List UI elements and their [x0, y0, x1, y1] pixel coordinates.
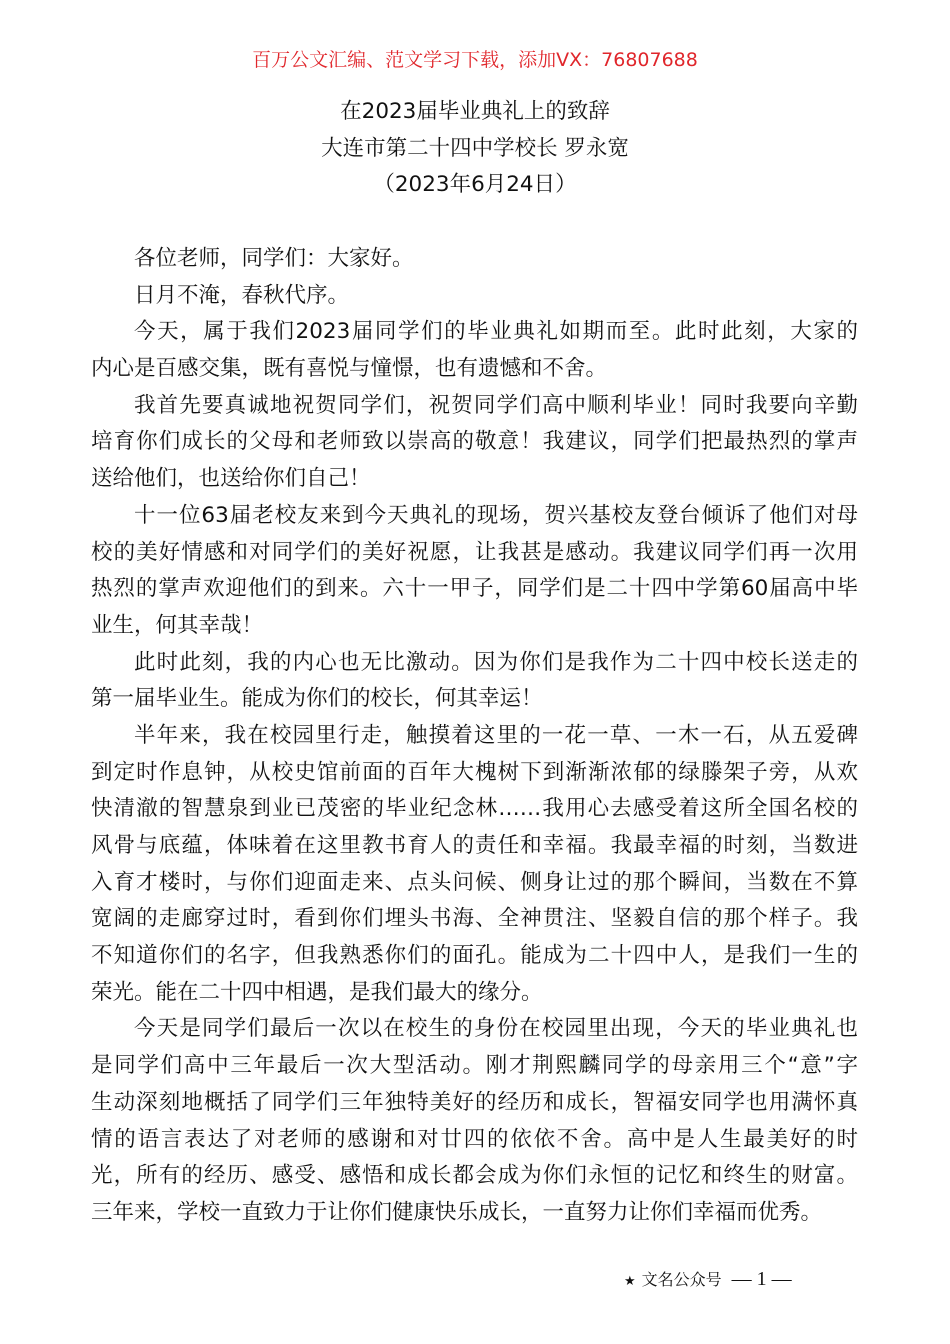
paragraph: [91, 388, 858, 498]
paragraph-line: 不知道你们的名字，但我熟悉你们的面孔。能成为二十四中人，是我们一生的: [91, 943, 858, 969]
paragraph-line: 今天是同学们最后一次以在校生的身份在校园里出现，今天的毕业典礼也: [134, 1016, 858, 1042]
paragraph: [91, 241, 858, 278]
watermark-banner: 百万公文汇编、范文学习下载，添加VX：76807688: [252, 49, 698, 71]
paragraph-line: 半年来，我在校园里行走，触摸着这里的一花一草、一木一石，从五爱碑: [134, 722, 858, 748]
paragraph: [91, 718, 858, 1012]
paragraph-line: 光，所有的经历、感受、感悟和成长都会成为你们永恒的记忆和终生的财富。: [91, 1163, 858, 1189]
paragraph-line: 日月不淹，春秋代序。: [134, 282, 350, 308]
paragraph-line: 内心是百感交集，既有喜悦与憧憬，也有遗憾和不舍。: [91, 356, 608, 382]
paragraph-line: 校的美好情感和对同学们的美好祝愿，让我甚是感动。我建议同学们再一次用: [91, 539, 858, 565]
paragraph: [91, 278, 858, 315]
paragraph: [91, 498, 858, 645]
speech-body: [91, 241, 858, 1232]
page-footer: [624, 1266, 792, 1295]
author-line: 大连市第二十四中学校长 罗永宽: [321, 136, 629, 161]
paragraph-line: 十一位63届老校友来到今天典礼的现场，贺兴基校友登台倾诉了他们对母: [134, 502, 858, 528]
paragraph: [91, 1011, 858, 1231]
paragraph-line: 生动深刻地概括了同学们三年独特美好的经历和成长，智福安同学也用满怀真: [91, 1089, 858, 1115]
footer-source: 文名公众号: [641, 1270, 722, 1289]
paragraph-line: 今天，属于我们2023届同学们的毕业典礼如期而至。此时此刻，大家的: [134, 319, 858, 345]
paragraph: [91, 645, 858, 718]
paragraph-line: 到定时作息钟，从校史馆前面的百年大槐树下到渐渐浓郁的绿滕架子旁，从欢: [91, 759, 858, 785]
paragraph-line: 送给他们，也送给你们自己！: [91, 466, 371, 492]
paragraph-line: 情的语言表达了对老师的感谢和对廿四的依依不舍。高中是人生最美好的时: [91, 1126, 858, 1152]
paragraph-line: 第一届毕业生。能成为你们的校长，何其幸运！: [91, 686, 543, 712]
document-title: 在2023届毕业典礼上的致辞: [340, 99, 610, 124]
paragraph-line: 入育才楼时，与你们迎面走来、点头问候、侧身让过的那个瞬间，当数在不算: [91, 869, 858, 895]
date-line: （2023年6月24日）: [373, 172, 577, 197]
paragraph-line: 培育你们成长的父母和老师致以崇高的敬意！我建议，同学们把最热烈的掌声: [91, 429, 858, 455]
paragraph: [91, 314, 858, 387]
paragraph-line: 我首先要真诚地祝贺同学们，祝贺同学们高中顺利毕业！同时我要向辛勤: [134, 392, 858, 418]
paragraph-line: 宽阔的走廊穿过时，看到你们埋头书海、全神贯注、坚毅自信的那个样子。我: [91, 906, 858, 932]
paragraph-line: 热烈的掌声欢迎他们的到来。六十一甲子，同学们是二十四中学第60届高中毕: [91, 576, 858, 602]
paragraph-line: 业生，何其幸哉！: [91, 612, 264, 638]
page-number: — 1 —: [731, 1268, 792, 1290]
paragraph-line: 此时此刻，我的内心也无比激动。因为你们是我作为二十四中校长送走的: [134, 649, 858, 675]
paragraph-line: 三年来，学校一直致力于让你们健康快乐成长，一直努力让你们幸福而优秀。: [91, 1199, 823, 1225]
paragraph-line: 是同学们高中三年最后一次大型活动。刚才荆熙麟同学的母亲用三个“意”字: [91, 1053, 858, 1079]
paragraph-line: 风骨与底蕴，体味着在这里教书育人的责任和幸福。我最幸福的时刻，当数进: [91, 833, 858, 858]
paragraph-line: 各位老师，同学们：大家好。: [134, 246, 414, 271]
paragraph-line: 快清澈的智慧泉到业已茂密的毕业纪念林……我用心去感受着这所全国名校的: [91, 796, 858, 822]
paragraph-line: 荣光。能在二十四中相遇，是我们最大的缘分。: [91, 979, 543, 1005]
star-icon: ★: [624, 1274, 636, 1289]
